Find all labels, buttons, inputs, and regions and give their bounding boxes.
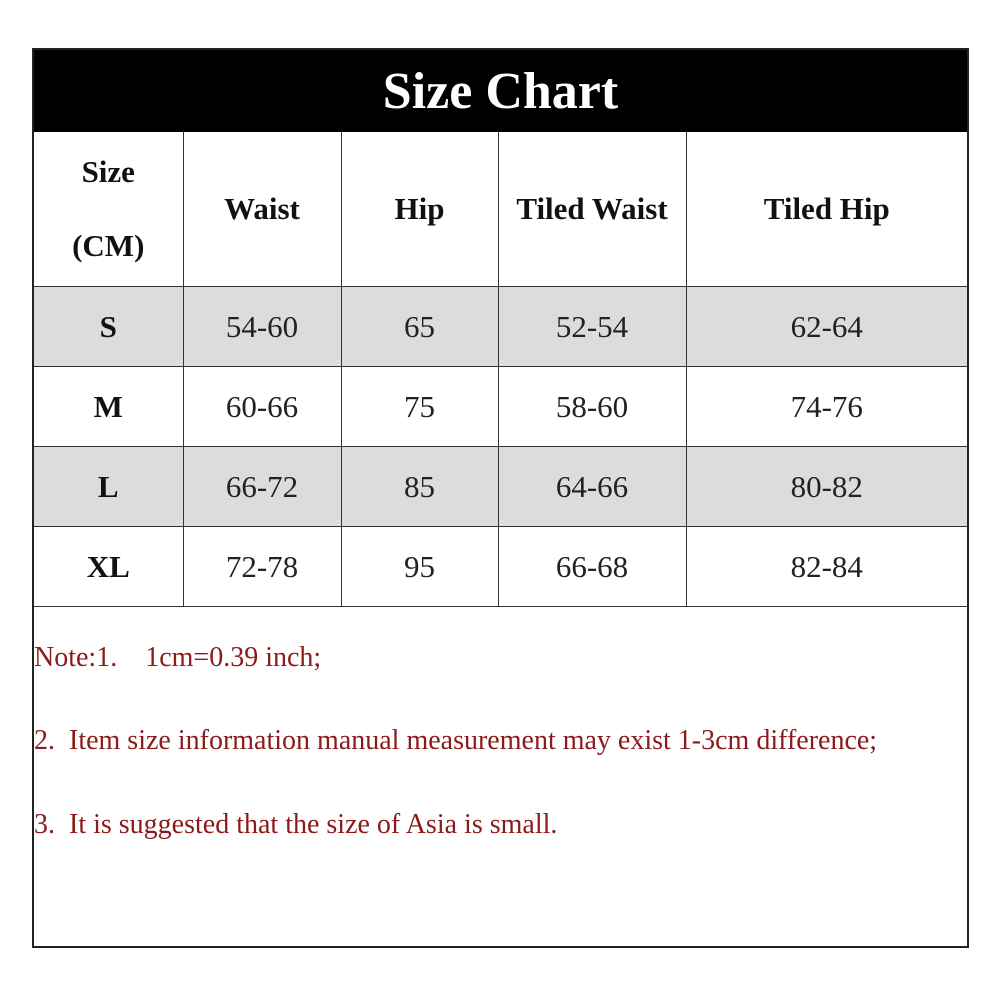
size-table — [34, 132, 967, 607]
note-line-1: Note:1. 1cm=0.39 inch; — [34, 642, 322, 673]
header-hip: Hip — [341, 132, 498, 287]
header-waist: Waist — [183, 132, 341, 287]
header-size-unit: (CM) — [72, 228, 145, 263]
waist-cell: 66-72 — [183, 447, 341, 527]
waist-cell: 60-66 — [183, 367, 341, 447]
table-row — [34, 287, 967, 367]
hip-cell: 75 — [341, 367, 498, 447]
table-row — [34, 527, 967, 607]
hip-cell: 85 — [341, 447, 498, 527]
waist-cell: 54-60 — [183, 287, 341, 367]
tiled-waist-cell: 66-68 — [498, 527, 686, 607]
tiled-hip-cell: 62-64 — [686, 287, 967, 367]
header-size-label: Size — [81, 154, 135, 189]
tiled-hip-cell: 80-82 — [686, 447, 967, 527]
header-tiled-hip: Tiled Hip — [686, 132, 967, 287]
header-size — [34, 132, 183, 287]
tiled-waist-cell: 64-66 — [498, 447, 686, 527]
tiled-waist-cell: 58-60 — [498, 367, 686, 447]
note-line-3: 3. It is suggested that the size of Asia is small. — [34, 809, 558, 840]
header-row — [34, 132, 967, 287]
table-row — [34, 367, 967, 447]
size-chart — [32, 48, 969, 948]
size-cell: XL — [34, 527, 183, 607]
header-tiled-waist: Tiled Waist — [498, 132, 686, 287]
note-line-2: 2. Item size information manual measurement may exist 1-3cm difference; — [34, 725, 878, 756]
tiled-hip-cell: 82-84 — [686, 527, 967, 607]
size-cell: L — [34, 447, 183, 527]
hip-cell: 95 — [341, 527, 498, 607]
tiled-hip-cell: 74-76 — [686, 367, 967, 447]
hip-cell: 65 — [341, 287, 498, 367]
chart-title: Size Chart — [34, 50, 967, 132]
waist-cell: 72-78 — [183, 527, 341, 607]
size-cell: S — [34, 287, 183, 367]
size-cell: M — [34, 367, 183, 447]
tiled-waist-cell: 52-54 — [498, 287, 686, 367]
table-row — [34, 447, 967, 527]
